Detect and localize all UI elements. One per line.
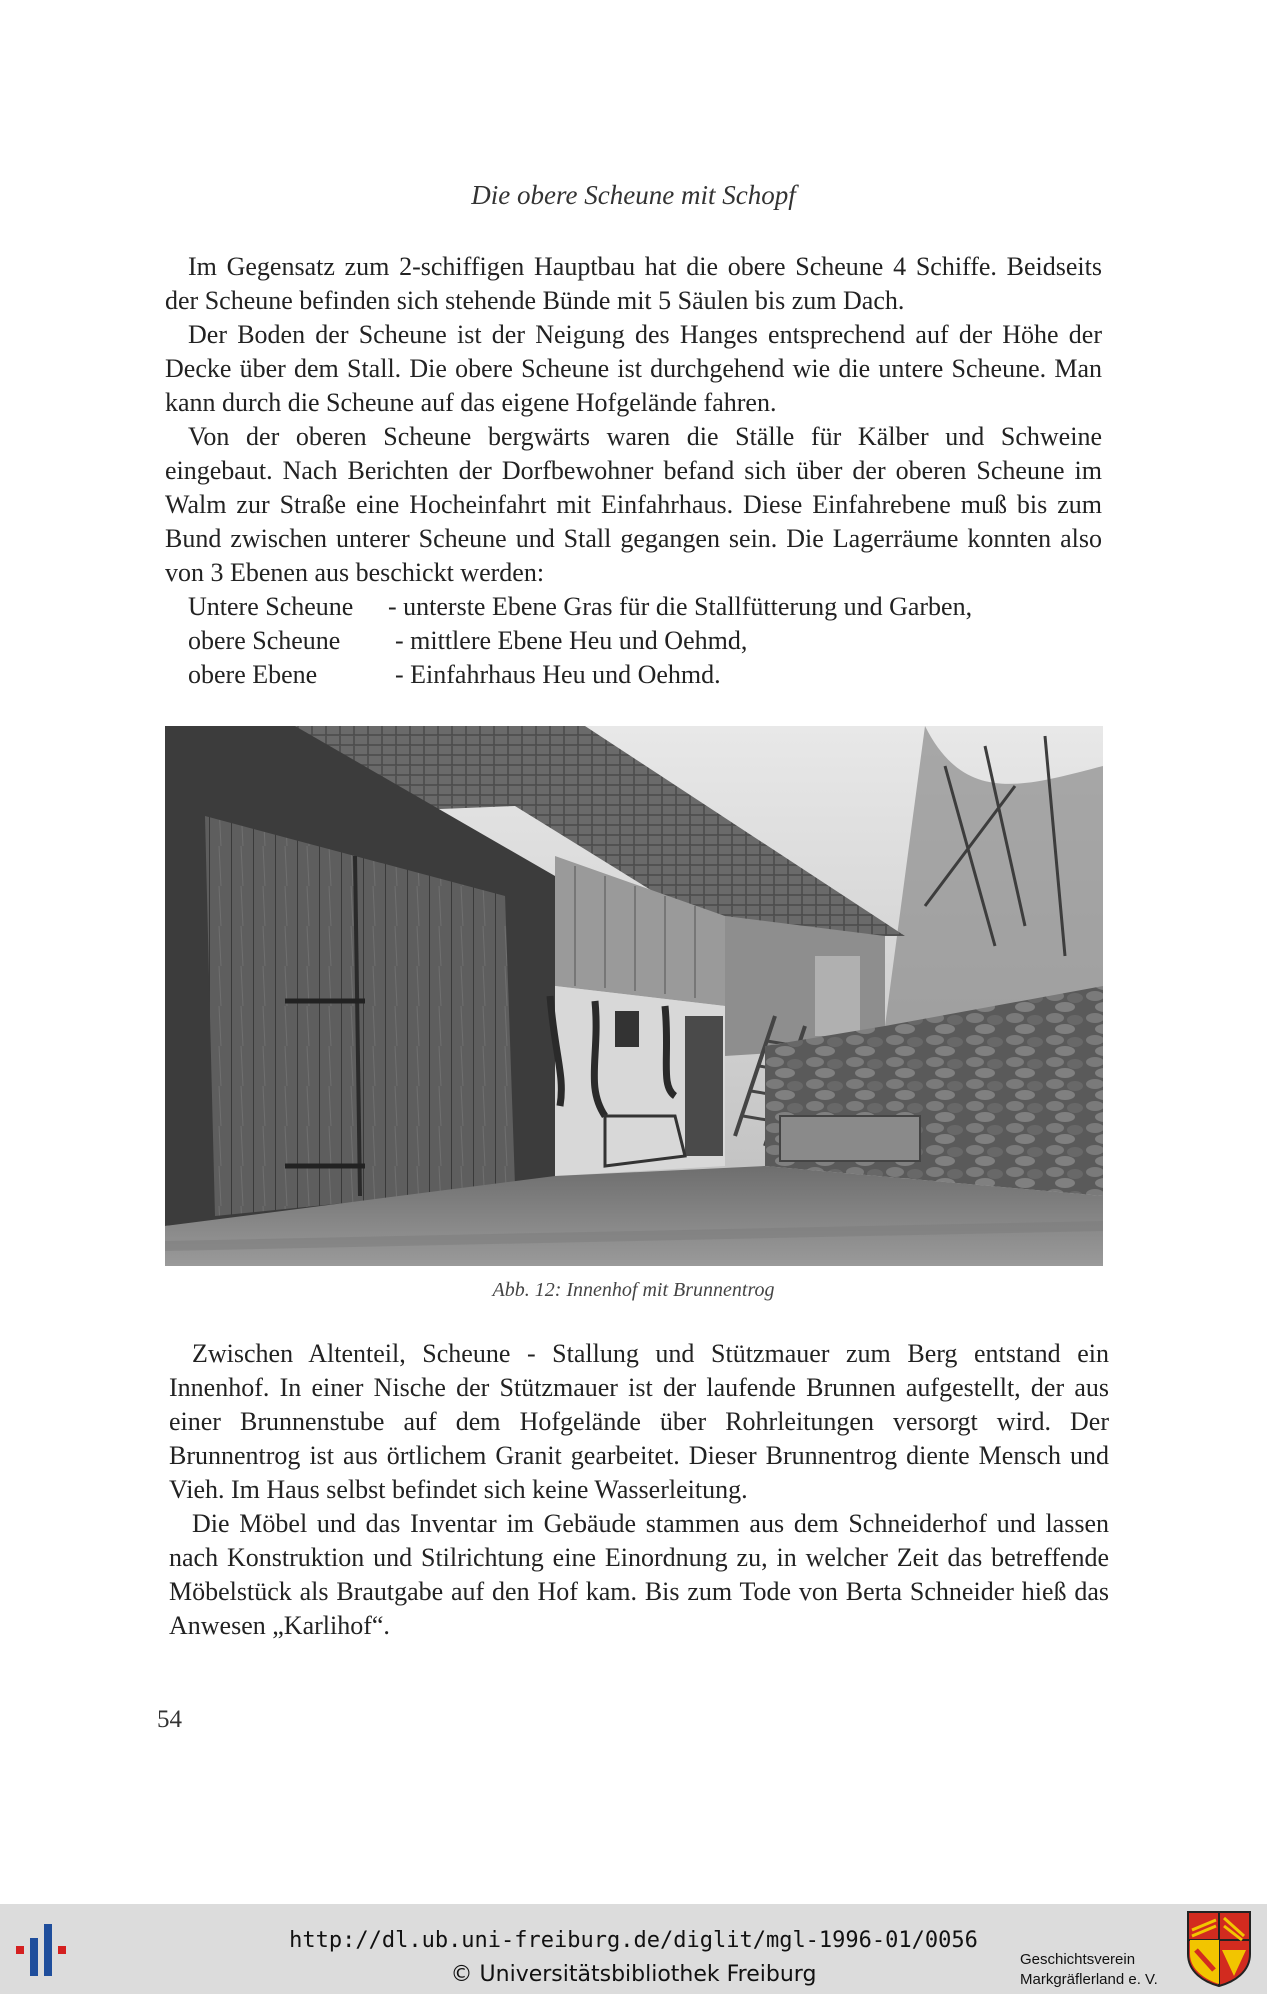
society-crest-icon [1186, 1910, 1252, 1988]
figure-caption: Abb. 12: Innenhof mit Brunnentrog [492, 1279, 775, 1301]
document-url-link[interactable]: http://dl.ub.uni-freiburg.de/diglit/mgl-1996-01/0056 [289, 1928, 978, 1953]
paragraph: Zwischen Altenteil, Scheune - Stallung und Stützmauer zum Berg entstand ein Innenhof. In einer Nische der Stützmauer ist der laufende Brunnen aufgestellt, der aus einer Brunnenstube auf dem Hofgelände über Rohrleitungen versorgt wird. Der Brunnentrog ist aus örtlichem Granit gearbeitet. Dieser Brunnentrog diente Mensch und Vieh. Im Haus selbst befindet sich keine Wasserleitung. [169, 1339, 1109, 1504]
section-heading: Die obere Scheune mit Schopf [471, 180, 796, 210]
barn-courtyard-photo [165, 726, 1103, 1266]
paragraph: Im Gegensatz zum 2-schiffigen Hauptbau hat die obere Scheune 4 Schiffe. Beidseits der Scheune befinden sich stehende Bünde mit 5 Säulen bis zum Dach. [165, 252, 1102, 315]
page-number: 54 [157, 1706, 182, 1733]
paragraph: Von der oberen Scheune bergwärts waren die Ställe für Kälber und Schweine eingebaut. Nach Berichten der Dorfbewohner befand sich über der oberen Scheune im Walm zur Straße eine Hocheinfahrt mit Einfahrhaus. Diese Einfahrebene muß bis zum Bund zwischen unterer Scheune und Stall gegangen sein. Die Lagerräume konnten also von 3 Ebenen aus beschickt werden: [165, 422, 1102, 587]
level-term: obere Ebene [188, 660, 318, 689]
society-line: Geschichtsverein [1020, 1951, 1136, 1968]
text-block-bottom [169, 1337, 1109, 1643]
level-desc: - Einfahrhaus Heu und Oehmd. [395, 660, 721, 689]
list-item [188, 590, 972, 624]
footer-bar [0, 1904, 1267, 1994]
text-block-top [165, 250, 1102, 590]
paragraph: Die Möbel und das Inventar im Gebäude stammen aus dem Schneiderhof und lassen nach Konstruktion und Stilrichtung eine Einordnung zu, in welcher Zeit das betreffende Möbelstück als Brautgabe auf den Hof kam. Bis zum Tode von Berta Schneider hieß das Anwesen „Karlihof“. [169, 1509, 1109, 1640]
paragraph: Der Boden der Scheune ist der Neigung des Hanges entsprechend auf der Höhe der Decke über dem Stall. Die obere Scheune ist durchgehend wie die untere Scheune. Man kann durch die Scheune auf das eigene Hofgelände fahren. [165, 320, 1102, 417]
list-item [188, 658, 972, 692]
society-line: Markgräflerland e. V. [1020, 1971, 1158, 1988]
level-term: obere Scheune [188, 626, 341, 655]
level-desc: - unterste Ebene Gras für die Stallfütterung und Garben, [388, 592, 973, 621]
list-item [188, 624, 972, 658]
society-name [1020, 1950, 1158, 1990]
level-term: Untere Scheune [188, 592, 354, 621]
copyright-notice: © Universitätsbibliothek Freiburg [450, 1962, 817, 1987]
level-desc: - mittlere Ebene Heu und Oehmd, [395, 626, 748, 655]
figure-photo [165, 726, 1103, 1266]
levels-list [188, 590, 972, 692]
